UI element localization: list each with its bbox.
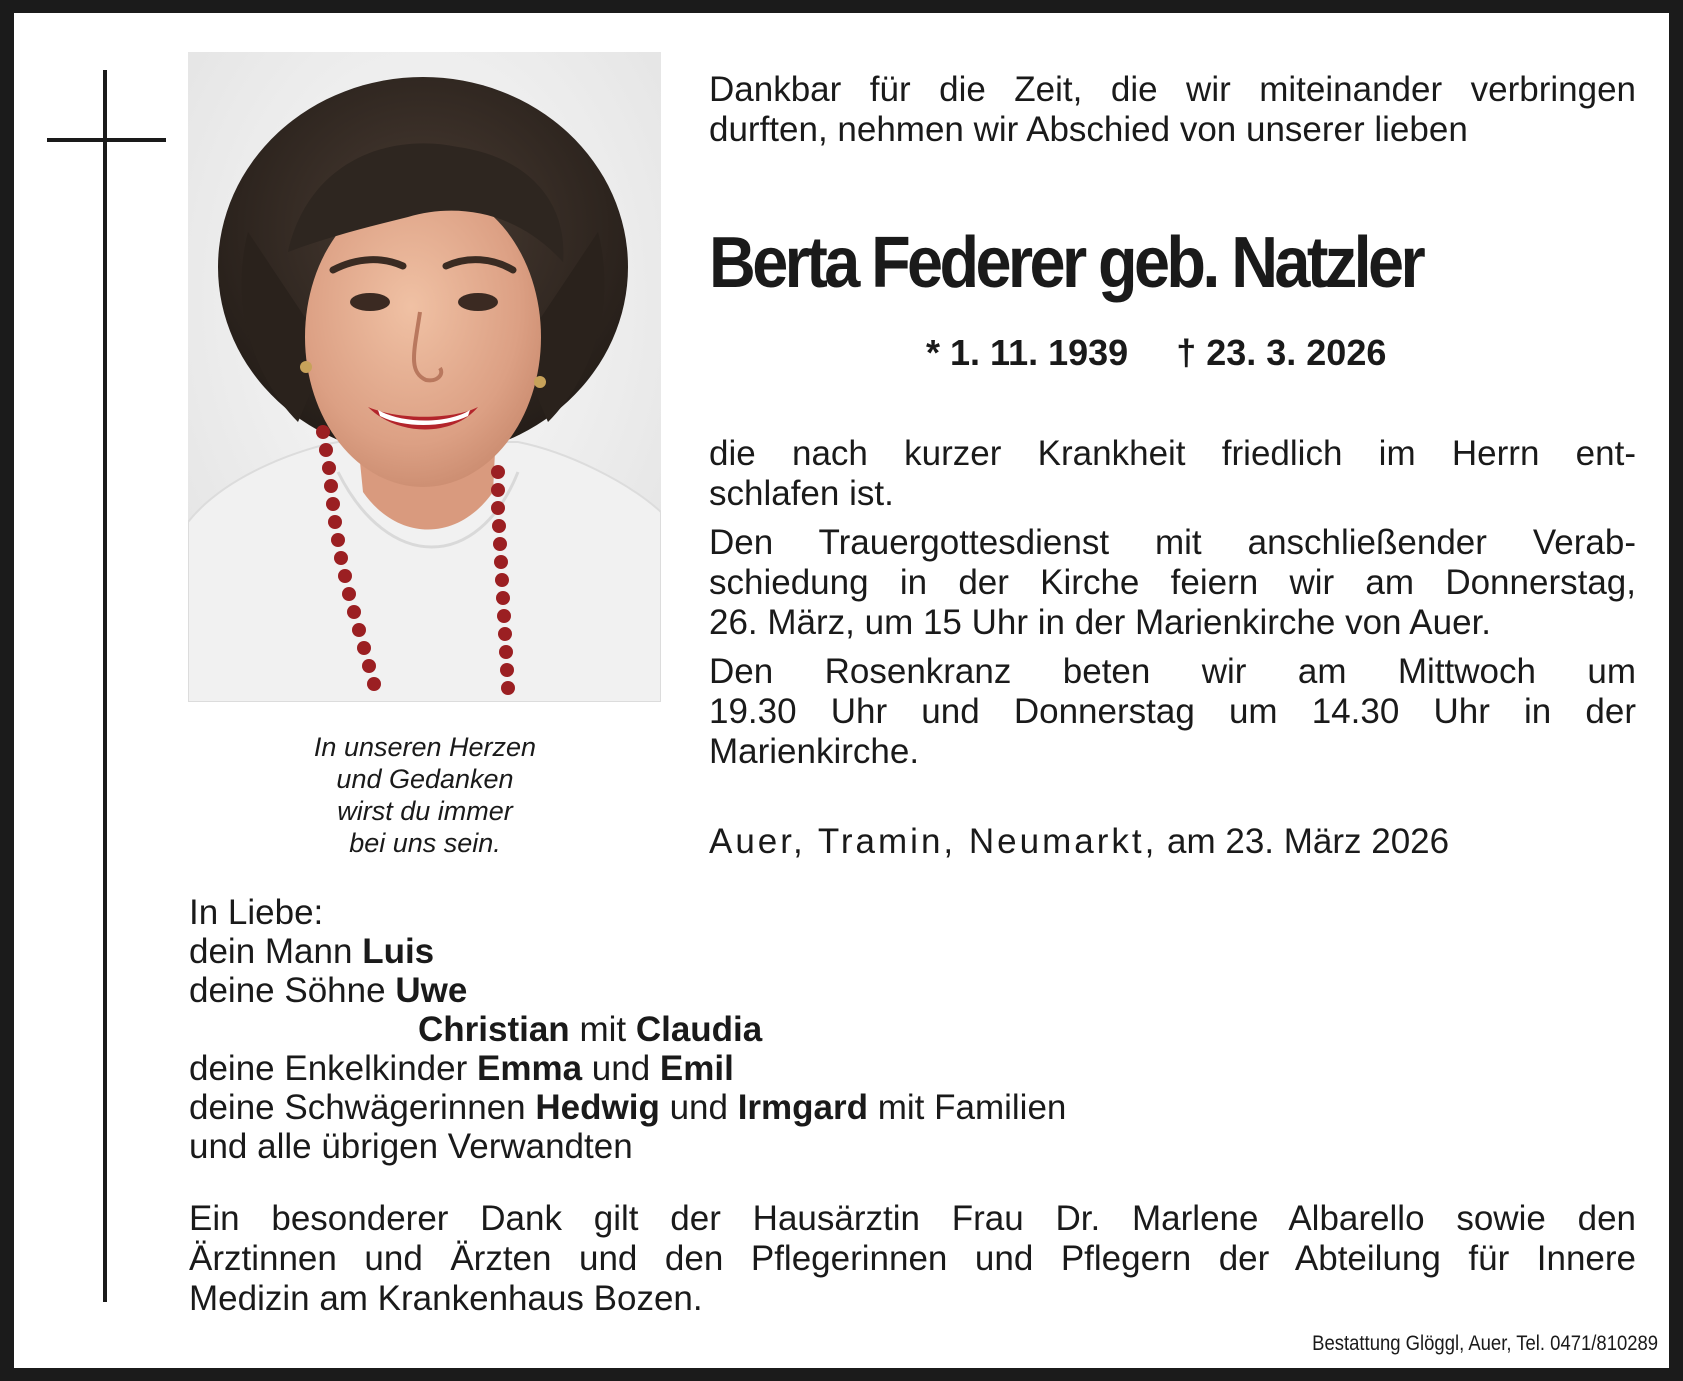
mourner-row-relatives: und alle übrigen Verwandten <box>189 1127 633 1166</box>
birth-date: * 1. 11. 1939 <box>926 332 1129 373</box>
connector-word: und <box>591 1049 651 1088</box>
portrait-illustration <box>188 52 661 702</box>
announcement-body <box>709 434 1636 781</box>
thanks-line: Ein besonderer Dank gilt der Hausärztin Frau Dr. Marlene Albarello sowie den <box>189 1199 1636 1238</box>
body-line: 19.30 Uhr und Donnerstag um 14.30 Uhr in der <box>709 692 1636 731</box>
mourner-name: Emma <box>476 1049 583 1088</box>
thanks-line: Medizin am Krankenhaus Bozen. <box>189 1279 703 1318</box>
caption-line: wirst du immer <box>337 796 513 826</box>
caption-line: In unseren Herzen <box>313 732 537 762</box>
body-line: 26. März, um 15 Uhr in der Marienkirche von Auer. <box>709 603 1492 642</box>
intro-line: durften, nehmen wir Abschied von unserer lieben <box>709 110 1468 149</box>
body-line: Den Trauergottesdienst mit anschließender Verab- <box>709 523 1636 562</box>
notice-date: am 23. März 2026 <box>1167 822 1450 861</box>
body-line: schlafen ist. <box>709 474 894 513</box>
relation-label: deine Söhne <box>189 971 386 1010</box>
relation-label: deine Schwägerinnen <box>189 1088 526 1127</box>
mourner-row-grandchildren <box>189 1049 1289 1088</box>
mourners-list <box>189 893 1289 1166</box>
intro-text <box>709 70 1636 150</box>
relation-label: deine Enkelkinder <box>189 1049 468 1088</box>
body-line: Den Rosenkranz beten wir am Mittwoch um <box>709 652 1636 691</box>
body-line: schiedung in der Kirche feiern wir am Donnerstag, <box>709 563 1636 602</box>
place-and-date <box>709 822 1449 862</box>
thanks-line: Ärztinnen und Ärzten und den Pflegerinnen und Pflegern der Abteilung für Innere <box>189 1239 1636 1278</box>
connector-word: mit Familien <box>877 1088 1067 1127</box>
relation-label: dein Mann <box>189 932 353 971</box>
mourner-name: Christian <box>418 1010 570 1049</box>
cross-vertical-bar <box>103 70 107 1302</box>
body-line: Marienkirche. <box>709 732 920 771</box>
deceased-name: Berta Federer geb. Natzler <box>709 223 1423 303</box>
life-dates <box>926 331 1446 375</box>
mourner-name: Emil <box>659 1049 734 1088</box>
caption-line: und Gedanken <box>336 764 514 794</box>
photo-caption <box>268 731 582 859</box>
connector-word: und <box>669 1088 728 1127</box>
cross-horizontal-bar <box>47 138 166 142</box>
death-date: † 23. 3. 2026 <box>1176 332 1387 373</box>
mourner-name: Claudia <box>635 1010 763 1049</box>
mourners-heading: In Liebe: <box>189 893 324 932</box>
passing-paragraph <box>709 434 1636 514</box>
funeral-service-paragraph <box>709 523 1636 643</box>
funeral-home-credit: Bestattung Glöggl, Auer, Tel. 0471/810289 <box>1312 1332 1658 1355</box>
body-line: die nach kurzer Krankheit friedlich im Herrn ent- <box>709 434 1636 473</box>
mourner-row-son2 <box>189 1010 1289 1049</box>
intro-line: Dankbar für die Zeit, die wir miteinander verbringen <box>709 70 1636 109</box>
mourner-name: Luis <box>362 932 435 971</box>
caption-line: bei uns sein. <box>349 828 501 858</box>
thanks-paragraph <box>189 1199 1636 1319</box>
mourner-row-husband <box>189 932 1289 971</box>
mourner-row-sons <box>189 971 1289 1010</box>
mourner-name: Uwe <box>395 971 468 1010</box>
rosary-paragraph <box>709 652 1636 772</box>
mourner-row-sisters-in-law <box>189 1088 1289 1127</box>
mourner-name: Hedwig <box>535 1088 660 1127</box>
portrait-photo <box>188 52 661 702</box>
mourner-name: Irmgard <box>737 1088 869 1127</box>
towns: Auer, Tramin, Neumarkt, <box>709 822 1158 861</box>
connector-word: mit <box>579 1010 627 1049</box>
